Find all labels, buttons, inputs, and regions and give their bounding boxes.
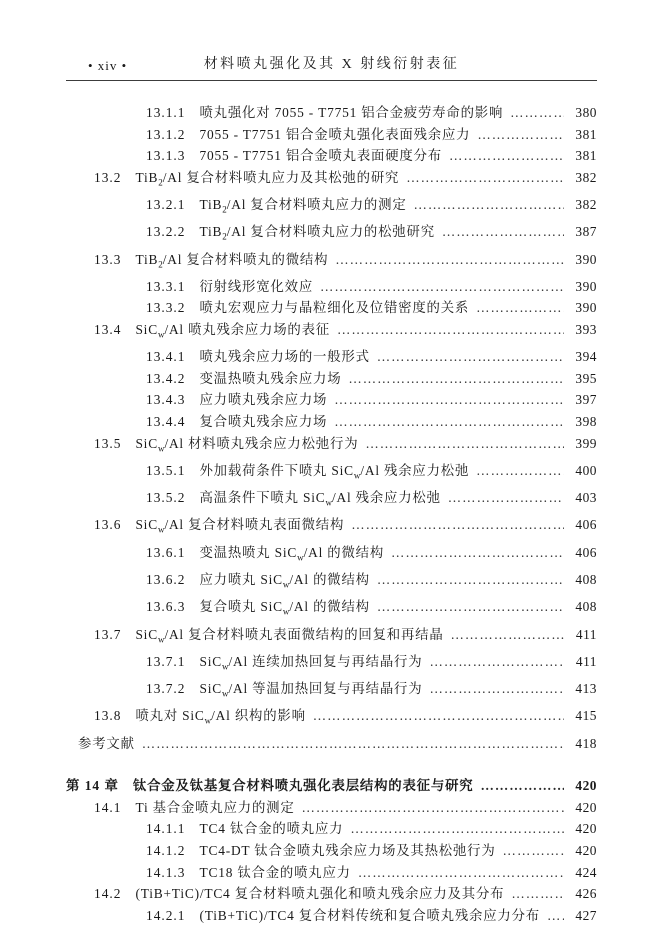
toc-entry-number: 13.4.2 <box>146 370 186 386</box>
toc-entry <box>66 818 597 840</box>
toc-entry-page: 390 <box>575 251 597 267</box>
toc-leader-dots <box>334 389 564 411</box>
toc-entry-number: 14.2 <box>94 886 122 902</box>
toc-entry-number: 13.3.1 <box>146 278 186 294</box>
toc-entry-number: 13.6 <box>94 517 122 533</box>
toc-entry <box>66 389 597 411</box>
toc-entry-number: 13.5 <box>94 435 122 451</box>
toc-entry <box>66 368 597 390</box>
toc-entry <box>66 596 597 623</box>
toc-entry-title: 7055 - T7751 铝合金喷丸表面硬度分布 <box>199 148 442 164</box>
toc-entry-number: 13.6.3 <box>146 599 186 615</box>
folio-page-number: • xiv • <box>88 58 128 73</box>
toc-entry-page: 420 <box>575 799 597 815</box>
toc-entry <box>66 297 597 319</box>
toc-entry-title: 衍射线形宽化效应 <box>199 278 314 294</box>
toc-leader-dots <box>313 705 564 727</box>
toc-entry-title: 复合喷丸 SiC$_w$/Al 的微结构 <box>199 599 370 617</box>
toc-entry <box>66 460 597 487</box>
toc-entry-page: 393 <box>575 322 597 338</box>
toc-entry-page: 420 <box>575 821 597 837</box>
toc-entry-title: 复合喷丸残余应力场 <box>199 414 328 430</box>
toc-leader-dots <box>429 651 564 673</box>
toc-entry-title: 钛合金及钛基复合材料喷丸强化表层结构的表征与研究 <box>132 778 474 794</box>
toc-leader-dots <box>391 542 564 564</box>
toc-entry-title: 变温热喷丸残余应力场 <box>199 370 342 386</box>
toc-entry-page: 390 <box>575 278 597 294</box>
toc-entry <box>66 651 597 678</box>
toc-entry-number: 13.2 <box>94 169 122 185</box>
toc-leader-dots <box>334 411 564 433</box>
toc-entry <box>66 433 597 460</box>
toc-entry <box>66 705 597 732</box>
toc-entry-title: 喷丸强化对 7055 - T7751 铝合金疲劳寿命的影响 <box>199 105 504 120</box>
toc-leader-dots <box>511 883 564 905</box>
toc-entry <box>66 167 597 194</box>
page-header <box>66 57 597 81</box>
toc-entry-title: TiB$_2$/Al 复合材料喷丸的微结构 <box>135 251 329 270</box>
toc-entry-page: 403 <box>575 490 597 506</box>
toc-entry-number: 13.6.2 <box>146 572 186 587</box>
toc-list <box>66 102 597 925</box>
toc-leader-dots <box>377 569 564 591</box>
toc-entry-page: 381 <box>575 148 597 164</box>
toc-entry-title: SiC$_w$/Al 等温加热回复与再结晶行为 <box>199 681 423 699</box>
toc-entry-title: 应力喷丸残余应力场 <box>199 392 328 408</box>
toc-entry-title: 喷丸宏观应力与晶粒细化及位错密度的关系 <box>199 300 470 316</box>
toc-entry-page: 418 <box>575 735 597 751</box>
toc-entry-title: SiC$_w$/Al 连续加热回复与再结晶行为 <box>199 653 423 672</box>
toc-entry <box>66 775 597 797</box>
toc-leader-dots <box>442 221 564 243</box>
toc-entry <box>66 249 597 276</box>
toc-entry <box>66 411 597 433</box>
toc-entry-title: SiC$_w$/Al 复合材料喷丸表面微结构的回复和再结晶 <box>135 626 444 645</box>
toc-entry-number: 13.4.4 <box>146 414 186 430</box>
toc-entry-number: 13.1.1 <box>146 105 186 120</box>
toc-entry-number: 13.6.1 <box>146 544 186 560</box>
toc-entry-number: 13.5.1 <box>146 462 186 478</box>
toc-entry <box>66 883 597 905</box>
toc-leader-dots <box>358 862 564 884</box>
toc-entry-page: 382 <box>575 169 597 185</box>
toc-entry-number: 14.2.1 <box>146 907 186 923</box>
toc-entry <box>66 145 597 167</box>
toc-entry-page: 400 <box>575 462 597 478</box>
toc-leader-dots <box>377 596 564 618</box>
toc-entry-number: 13.5.2 <box>146 490 186 506</box>
toc-entry-number: 13.2.2 <box>146 224 186 240</box>
toc-entry-title: 变温热喷丸 SiC$_w$/Al 的微结构 <box>199 544 385 563</box>
toc-entry <box>66 862 597 884</box>
toc-entry-page: 381 <box>575 126 597 142</box>
toc-entry-title: 参考文献 <box>78 735 135 751</box>
toc-entry-number: 13.3 <box>94 251 122 267</box>
toc-entry-page: 420 <box>575 778 597 794</box>
toc-entry-title: 7055 - T7751 铝合金喷丸强化表面残余应力 <box>199 126 471 142</box>
toc-entry-number: 13.4.3 <box>146 392 186 408</box>
toc-leader-dots <box>476 460 564 482</box>
toc-entry-page: 424 <box>575 864 597 880</box>
toc-entry-title: (TiB+TiC)/TC4 复合材料传统和复合喷丸残余应力分布 <box>199 907 540 923</box>
toc-entry-number: 13.7.2 <box>146 681 186 697</box>
toc-entry-title: TC18 钛合金的喷丸应力 <box>199 864 351 880</box>
toc-entry <box>66 514 597 541</box>
toc-entry <box>66 542 597 569</box>
toc-leader-dots <box>477 124 564 146</box>
toc-entry-number: 14.1.2 <box>146 842 186 858</box>
toc-entry-title: 应力喷丸 SiC$_w$/Al 的微结构 <box>199 572 370 590</box>
toc-entry-title: 喷丸残余应力场的一般形式 <box>199 349 370 365</box>
running-title: 材料喷丸强化及其 X 射线衍射表征 <box>203 57 460 72</box>
toc-entry <box>66 678 597 705</box>
toc-leader-dots <box>547 905 564 925</box>
toc-entry-number: 14.1.3 <box>146 864 186 880</box>
toc-entry-title: SiC$_w$/Al 喷丸残余应力场的表征 <box>135 322 331 340</box>
toc-entry-title: 外加载荷条件下喷丸 SiC$_w$/Al 残余应力松弛 <box>199 462 470 481</box>
toc-entry-number: 14.1 <box>94 799 122 815</box>
toc-leader-dots <box>449 145 564 167</box>
toc-entry-number: 14.1.1 <box>146 821 186 837</box>
toc-entry <box>66 487 597 514</box>
toc-entry <box>66 840 597 862</box>
toc-entry-page: 394 <box>575 349 597 365</box>
toc-entry-page: 399 <box>575 435 597 451</box>
toc-entry <box>66 346 597 368</box>
toc-leader-dots <box>451 624 564 646</box>
toc-entry-title: TC4 钛合金的喷丸应力 <box>199 821 344 837</box>
toc-leader-dots <box>414 194 564 216</box>
toc-leader-dots <box>351 514 564 536</box>
toc-entry-number: 13.4 <box>94 322 122 338</box>
toc-entry-number: 13.1.3 <box>146 148 186 164</box>
toc-entry-title: TiB$_2$/Al 复合材料喷丸应力及其松弛的研究 <box>135 169 400 188</box>
toc-entry <box>66 276 597 298</box>
toc-entry <box>66 194 597 221</box>
toc-entry-title: Ti 基合金喷丸应力的测定 <box>135 799 295 815</box>
toc-entry <box>66 569 597 596</box>
toc-leader-dots <box>320 276 564 298</box>
toc-entry-number: 13.2.1 <box>146 197 186 213</box>
toc-entry-page: 406 <box>575 517 597 533</box>
toc-leader-dots <box>302 797 564 819</box>
toc-entry-title: TC4-DT 钛合金喷丸残余应力场及其热松弛行为 <box>199 842 496 858</box>
toc-entry <box>66 124 597 146</box>
toc-leader-dots <box>348 368 564 390</box>
toc-entry-number: 13.1.2 <box>146 126 186 142</box>
toc-leader-dots <box>510 102 564 124</box>
toc-entry-page: 426 <box>575 886 597 902</box>
toc-leader-dots <box>476 297 564 319</box>
toc-entry-page: 415 <box>575 708 597 724</box>
toc-entry-title: TiB$_2$/Al 复合材料喷丸应力的松弛研究 <box>199 224 435 242</box>
toc-entry <box>66 797 597 819</box>
toc-entry-page: 420 <box>575 842 597 858</box>
toc-entry <box>66 624 597 651</box>
toc-leader-dots <box>406 167 564 189</box>
toc-entry-page: 382 <box>575 197 597 213</box>
toc-entry-title: TiB$_2$/Al 复合材料喷丸应力的测定 <box>199 197 407 215</box>
toc-entry-number: 13.4.1 <box>146 349 186 365</box>
toc-entry-number: 13.3.2 <box>146 300 186 316</box>
toc-entry-page: 397 <box>575 392 597 408</box>
toc-entry <box>66 733 597 755</box>
toc-entry-number: 13.7.1 <box>146 653 186 669</box>
toc-entry-page: 387 <box>575 224 597 240</box>
toc-leader-dots <box>142 733 564 755</box>
toc-entry-number: 13.7 <box>94 626 122 642</box>
toc-leader-dots <box>480 775 564 797</box>
toc-entry <box>66 319 597 346</box>
toc-entry-page: 411 <box>575 626 597 642</box>
toc-leader-dots <box>503 840 564 862</box>
toc-leader-dots <box>337 319 564 341</box>
toc-entry-title: (TiB+TiC)/TC4 复合材料喷丸强化和喷丸残余应力及其分布 <box>135 886 505 902</box>
toc-entry-number: 13.8 <box>94 708 122 724</box>
toc-entry-page: 413 <box>575 681 597 697</box>
toc-entry <box>66 221 597 248</box>
toc-leader-dots <box>335 249 564 271</box>
toc-entry-page: 390 <box>575 300 597 316</box>
toc-leader-dots <box>377 346 564 368</box>
toc-entry-title: 喷丸对 SiC$_w$/Al 织构的影响 <box>135 708 306 726</box>
toc-leader-dots <box>365 433 564 455</box>
toc-leader-dots <box>448 487 564 509</box>
toc-leader-dots <box>350 818 564 840</box>
toc-entry-page: 380 <box>575 105 597 120</box>
toc-entry-number: 第 14 章 <box>66 778 119 794</box>
toc-entry-page: 406 <box>575 544 597 560</box>
toc-entry-title: 高温条件下喷丸 SiC$_w$/Al 残余应力松弛 <box>199 490 441 508</box>
toc-entry-title: SiC$_w$/Al 复合材料喷丸表面微结构 <box>135 517 345 536</box>
toc-entry-page: 395 <box>575 370 597 386</box>
toc-entry-title: SiC$_w$/Al 材料喷丸残余应力松弛行为 <box>135 435 359 454</box>
toc-entry <box>66 102 597 124</box>
toc-entry-page: 398 <box>575 414 597 430</box>
toc-entry-page: 408 <box>575 599 597 615</box>
toc-entry-page: 408 <box>575 572 597 587</box>
toc-leader-dots <box>429 678 564 700</box>
toc-entry-page: 411 <box>575 653 597 669</box>
toc-entry <box>66 905 597 925</box>
toc-entry-page: 427 <box>575 907 597 923</box>
